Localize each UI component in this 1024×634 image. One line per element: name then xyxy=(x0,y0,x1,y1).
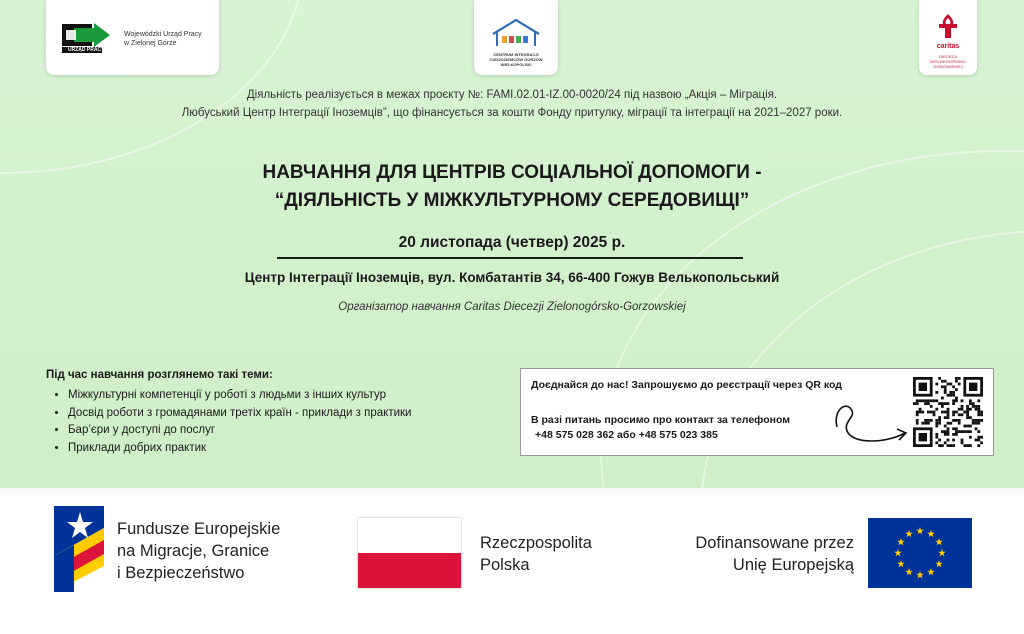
topic-item: • Приклади добрих практик xyxy=(68,440,411,458)
wup-name-line2: w Zielonej Górze xyxy=(124,40,177,47)
event-date: 20 листопада (четвер) 2025 р. xyxy=(398,234,626,251)
wup-name xyxy=(124,30,214,48)
contact-box xyxy=(520,368,994,456)
rp-line1: Rzeczpospolita xyxy=(480,534,592,552)
fe-line1: Fundusze Europejskie xyxy=(117,520,281,538)
topic-item: • Міжкультурні компетенції у роботі з людьми з інших культур xyxy=(68,387,411,405)
cofinanced-text xyxy=(620,532,854,576)
topic-item: • Бар’єри у доступі до послуг xyxy=(68,422,411,440)
topics-list xyxy=(46,387,411,457)
contact-phones: +48 575 028 362 або +48 575 023 385 xyxy=(535,429,718,441)
flag-white-band xyxy=(358,518,461,553)
eu-flag-icon xyxy=(868,518,972,588)
cii-caption: CENTRUM INTEGRACJI CUDZOZIEMCÓW GORZÓW WIELKOPOLSKI xyxy=(489,52,543,67)
funding-line2: Любуський Центр Інтеграції Іноземців”, що фінансується за кошти Фонду притулку, міграції та інтеграції на 2021–2027 роки. xyxy=(181,107,843,119)
event-organizer: Організатор навчання Caritas Diecezji Zielonogórsko-Gorzowskiej xyxy=(338,301,686,313)
caritas-word: caritas xyxy=(936,43,960,50)
event-title xyxy=(60,159,964,215)
cii-logo-card xyxy=(474,0,558,75)
wup-name-line1: Wojewódzki Urząd Pracy xyxy=(124,31,202,38)
qr-code-icon[interactable] xyxy=(913,377,983,447)
rp-line2: Polska xyxy=(480,556,530,574)
caritas-flame-cross-logo-icon xyxy=(934,12,962,40)
registration-invite: Доєднайся до нас! Запрошуємо до реєстрації через QR код xyxy=(531,379,842,391)
arrow-icon xyxy=(831,391,913,447)
house-logo-icon xyxy=(489,18,543,48)
event-place: Центр Інтеграції Іноземців, вул. Комбатантів 34, 66-400 Гожув Велькопольський xyxy=(244,270,780,285)
fe-line2: na Migracje, Granice xyxy=(117,542,270,560)
poland-flag-icon xyxy=(358,518,461,588)
caritas-logo-card xyxy=(919,0,977,75)
dof-line1: Dofinansowane przez xyxy=(695,534,854,552)
contact-question: В разі питань просимо про контакт за телефоном xyxy=(531,414,791,426)
fe-line3: i Bezpieczeństwo xyxy=(117,564,245,582)
event-title-line2: “ДІЯЛЬНІСТЬ У МІЖКУЛЬТУРНОМУ СЕРЕДОВИЩІ” xyxy=(274,190,750,211)
caritas-sub: DIECEZJI ZIELONOGÓRSKO-GORZOWSKIEJ xyxy=(929,54,967,69)
topic-item: • Досвід роботи з громадянами третіх країн - приклади з практики xyxy=(68,405,411,423)
flag-red-band xyxy=(358,553,461,588)
topics-heading: Під час навчання розглянемо такі теми: xyxy=(46,369,273,381)
divider xyxy=(277,257,743,259)
event-title-line1: НАВЧАННЯ ДЛЯ ЦЕНТРІВ СОЦІАЛЬНОЇ ДОПОМОГИ - xyxy=(262,162,762,183)
fe-program-name xyxy=(117,518,280,584)
wup-logo-card xyxy=(46,0,219,75)
funding-line1: Діяльність реалізується в межах проєкту №: FAMI.02.01-IZ.00-0020/24 під назвою „Акція – Міграція. xyxy=(246,89,778,101)
footer-shadow xyxy=(0,488,1024,498)
wup-badge-text: URZĄD PRACY xyxy=(68,47,105,53)
rp-name xyxy=(480,532,592,576)
fundusze-europejskie-star-logo-icon xyxy=(54,506,104,592)
dof-line2: Unię Europejską xyxy=(732,556,854,574)
funding-note xyxy=(60,86,964,122)
